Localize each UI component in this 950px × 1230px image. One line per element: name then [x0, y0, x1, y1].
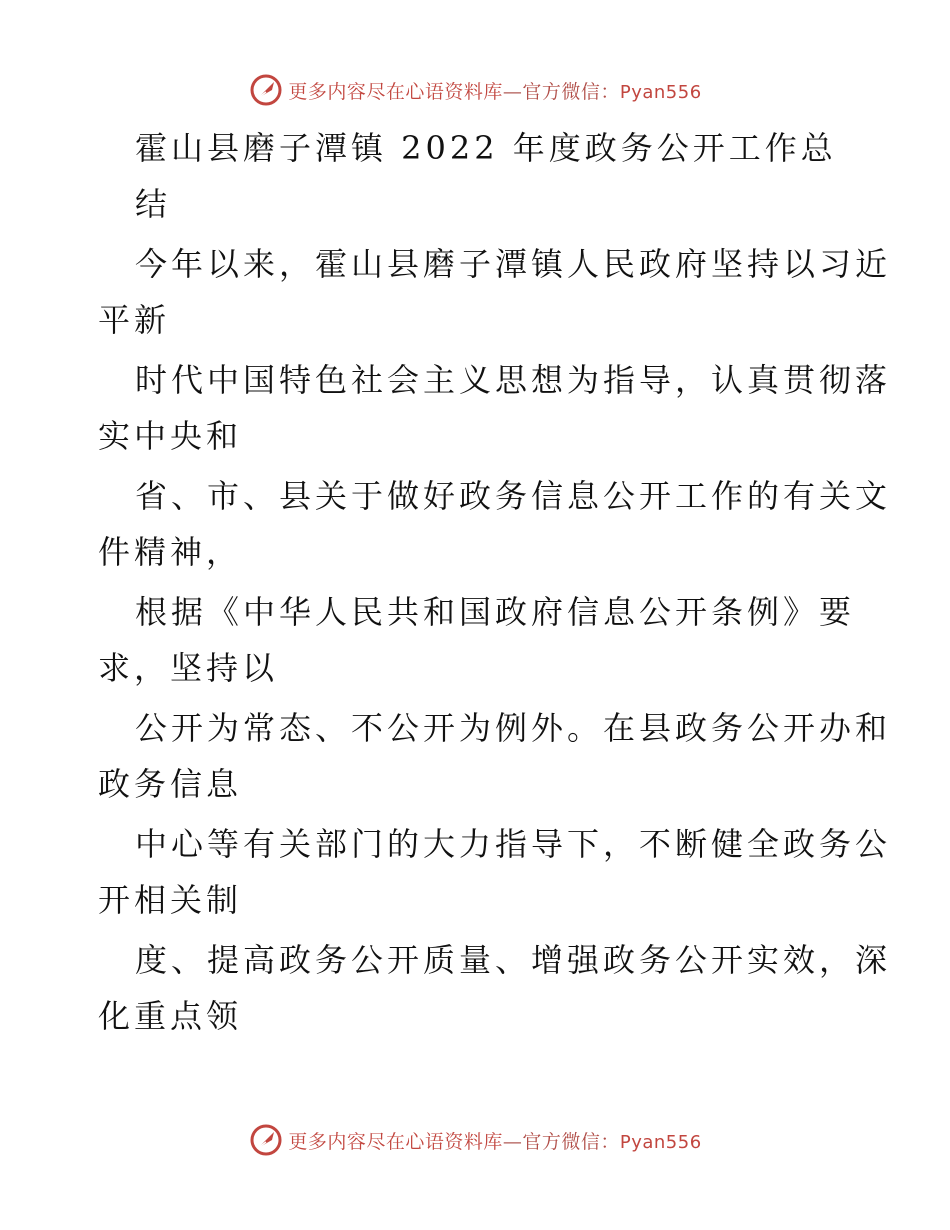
text-line: 今年以来，霍山县磨子潭镇人民政府坚持以习近: [135, 245, 892, 283]
document-title-line-1: 霍山县磨子潭镇 2022 年度政务公开工作总: [135, 129, 837, 167]
watermark-site: 更多内容尽在心语资料库: [288, 80, 503, 103]
watermark-wechat-label: 官方微信：: [522, 80, 620, 103]
text-line: 实中央和: [98, 417, 243, 455]
text-line: 度、提高政务公开质量、增强政务公开实效，深: [135, 941, 892, 979]
text-line: 根据《中华人民共和国政府信息公开条例》要: [135, 593, 856, 631]
quill-logo-icon: [248, 72, 284, 108]
text-line: 化重点领: [98, 997, 243, 1035]
watermark-wechat-label: 官方微信：: [522, 1130, 620, 1153]
header-watermark: [0, 70, 950, 110]
text-line: 省、市、县关于做好政务信息公开工作的有关文: [135, 477, 892, 515]
watermark-dash: —: [502, 1130, 523, 1153]
text-line: 中心等有关部门的大力指导下，不断健全政务公: [135, 825, 892, 863]
watermark-site: 更多内容尽在心语资料库: [288, 1130, 503, 1153]
watermark-wechat-id: Pyan556: [619, 81, 702, 103]
text-line: 公开为常态、不公开为例外。在县政务公开办和: [135, 709, 892, 747]
text-line: 求，坚持以: [98, 649, 279, 687]
text-line: 政务信息: [98, 765, 243, 803]
quill-logo-icon: [248, 1122, 284, 1158]
footer-watermark: [0, 1120, 950, 1160]
text-line: 时代中国特色社会主义思想为指导，认真贯彻落: [135, 361, 892, 399]
text-line: 件精神，: [98, 533, 243, 571]
watermark-dash: —: [502, 80, 523, 103]
text-line: 开相关制: [98, 881, 243, 919]
watermark-wechat-id: Pyan556: [619, 1131, 702, 1153]
text-line: 平新: [98, 301, 171, 339]
document-title-line-2: 结: [135, 185, 172, 223]
